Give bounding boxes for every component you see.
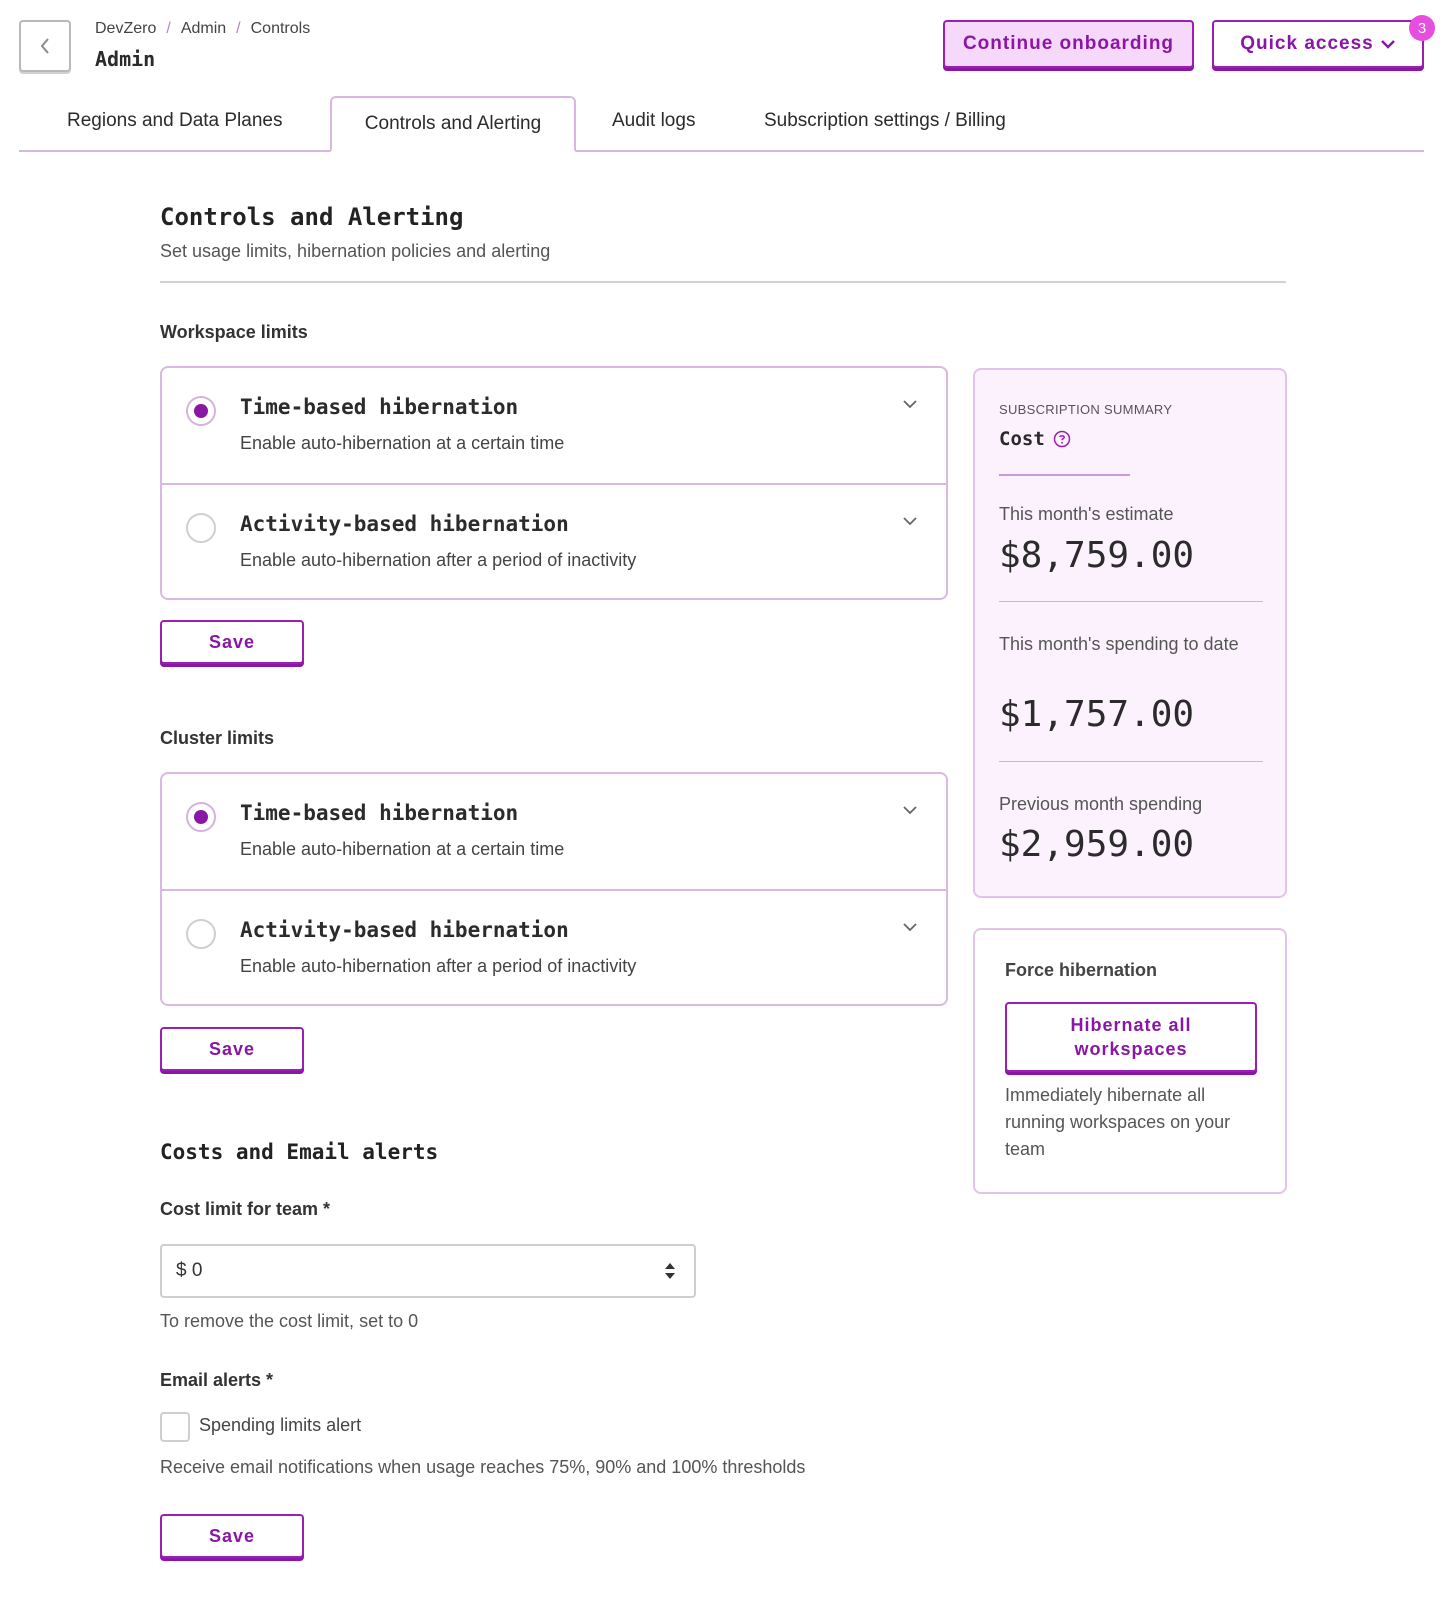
tab-regions-and-data-planes[interactable]: Regions and Data Planes [67,110,283,131]
option-title: Activity-based hibernation [240,512,569,536]
subscription-summary-card [973,368,1287,898]
spending-limits-alert-label[interactable]: Spending limits alert [199,1415,362,1435]
workspace-limits-options [160,366,948,600]
notification-badge: 3 [1409,15,1435,41]
cost-limit-help: To remove the cost limit, set to 0 [160,1311,419,1331]
section-subtitle: Set usage limits, hibernation policies and alerting [160,241,551,261]
breadcrumb-item-controls: Controls [250,20,311,37]
force-hibernation-description: Immediately hibernate all running workspaces on your team [1005,1085,1231,1159]
force-hibernation-title: Force hibernation [1005,960,1158,980]
breadcrumb-separator: / [166,20,171,37]
tabs-divider [19,150,1424,152]
subscription-summary-kicker: SUBSCRIPTION SUMMARY [999,402,1173,417]
option-description: Enable auto-hibernation at a certain time [240,433,565,453]
email-alerts-label: Email alerts * [160,1370,274,1390]
section-divider [160,281,1286,283]
estimate-label: This month's estimate [999,504,1174,524]
cost-limit-value: $ 0 [176,1260,203,1281]
breadcrumb-item-devzero[interactable]: DevZero [95,20,157,37]
option-time-based-hibernation[interactable] [162,368,946,483]
tab-controls-and-alerting[interactable]: Controls and Alerting [330,96,576,152]
option-activity-based-hibernation[interactable] [162,483,946,598]
chevron-down-icon [1380,38,1396,50]
cluster-limits-save-button[interactable]: Save [160,1027,304,1071]
cluster-limits-label: Cluster limits [160,728,275,748]
cost-limit-label: Cost limit for team * [160,1199,331,1219]
section-title: Controls and Alerting [160,203,464,231]
workspace-limits-label: Workspace limits [160,322,308,342]
spending-limits-alert-checkbox[interactable] [160,1412,190,1442]
breadcrumb [95,20,310,38]
previous-month-label: Previous month spending [999,794,1203,814]
hibernate-all-workspaces-button[interactable]: Hibernate all workspaces [1005,1002,1257,1072]
quick-access-label: Quick access [1240,33,1374,54]
previous-month-value: $2,959.00 [999,824,1195,865]
tab-audit-logs[interactable]: Audit logs [612,110,696,131]
cluster-limits-options [160,772,948,1006]
option-time-based-hibernation[interactable] [162,774,946,889]
back-button[interactable] [19,20,71,72]
chevron-left-icon [38,37,52,55]
option-title: Time-based hibernation [240,801,519,825]
breadcrumb-separator: / [236,20,241,37]
cost-label: Cost [999,428,1045,450]
cost-underline [999,474,1130,476]
summary-divider [999,601,1263,602]
option-description: Enable auto-hibernation after a period of inactivity [240,956,637,976]
costs-save-button[interactable]: Save [160,1514,304,1558]
option-activity-based-hibernation[interactable] [162,889,946,1004]
chevron-down-icon[interactable] [900,394,920,414]
breadcrumb-item-admin[interactable]: Admin [180,20,227,37]
quick-access-button[interactable] [1212,20,1424,68]
spending-to-date-value: $1,757.00 [999,694,1195,735]
continue-onboarding-button[interactable]: Continue onboarding [943,20,1194,68]
page-title: Admin [95,47,156,71]
radio-time-based[interactable] [186,802,216,832]
email-alerts-help: Receive email notifications when usage reaches 75%, 90% and 100% thresholds [160,1457,806,1477]
option-description: Enable auto-hibernation at a certain time [240,839,565,859]
spending-to-date-label: This month's spending to date [999,634,1239,654]
summary-divider [999,761,1263,762]
costs-section-title: Costs and Email alerts [160,1140,439,1164]
question-circle-icon[interactable] [1053,430,1071,448]
chevron-down-icon[interactable] [900,511,920,531]
chevron-down-icon[interactable] [900,800,920,820]
tab-subscription-settings-billing[interactable]: Subscription settings / Billing [764,110,1006,131]
workspace-limits-save-button[interactable]: Save [160,620,304,664]
radio-activity-based[interactable] [186,919,216,949]
option-title: Time-based hibernation [240,395,519,419]
estimate-value: $8,759.00 [999,535,1195,576]
radio-time-based[interactable] [186,396,216,426]
option-description: Enable auto-hibernation after a period of inactivity [240,550,637,570]
cost-heading [999,428,1071,450]
chevron-down-icon[interactable] [900,917,920,937]
option-title: Activity-based hibernation [240,918,569,942]
stepper-icon[interactable] [660,1260,680,1282]
force-hibernation-card [973,928,1287,1194]
radio-activity-based[interactable] [186,513,216,543]
cost-limit-input[interactable] [160,1244,696,1298]
